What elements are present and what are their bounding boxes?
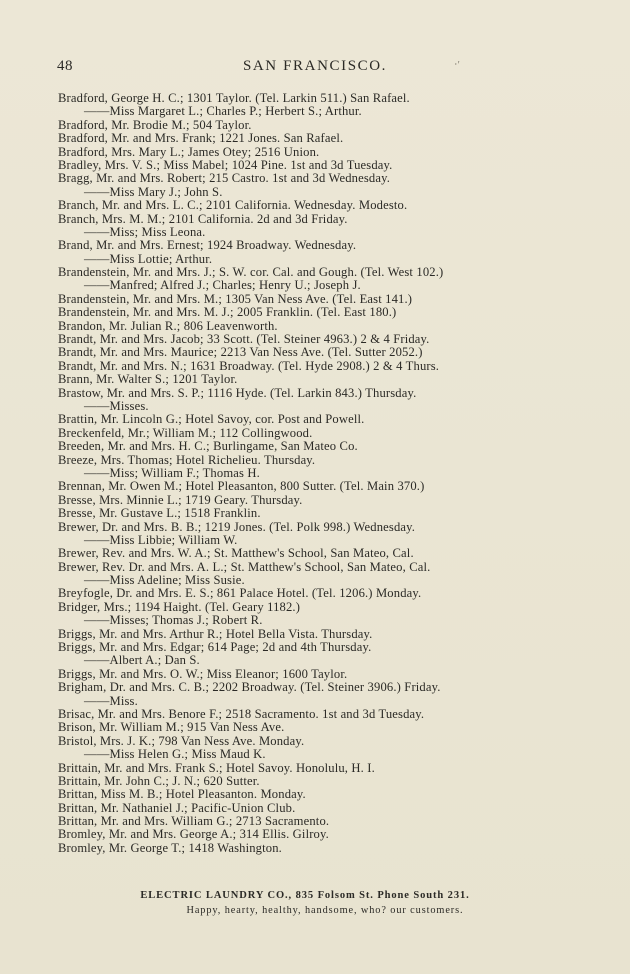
directory-entry: Brewer, Rev. and Mrs. W. A.; St. Matthew's School, San Mateo, Cal.	[58, 546, 414, 561]
footer-advertisement: ELECTRIC LAUNDRY CO., 835 Folsom St. Phone South 231.	[140, 890, 470, 901]
directory-entry-continuation: ——Miss; Miss Leona.	[84, 224, 206, 239]
directory-entry: Brattin, Mr. Lincoln G.; Hotel Savoy, cor. Post and Powell.	[58, 412, 365, 427]
directory-entry: Bresse, Mrs. Minnie L.; 1719 Geary. Thursday.	[58, 492, 303, 507]
directory-entry: Brittan, Miss M. B.; Hotel Pleasanton. Monday.	[58, 787, 306, 802]
directory-entry-continuation: ——Albert A.; Dan S.	[84, 653, 200, 668]
directory-entry: Bradley, Mrs. V. S.; Miss Mabel; 1024 Pine. 1st and 3d Tuesday.	[58, 157, 393, 172]
directory-entry-continuation: ——Misses.	[84, 398, 149, 413]
directory-list	[58, 92, 598, 855]
directory-entry: Brigham, Dr. and Mrs. C. B.; 2202 Broadway. (Tel. Steiner 3906.) Friday.	[58, 680, 441, 695]
directory-entry: Brandt, Mr. and Mrs. Maurice; 2213 Van Ness Ave. (Tel. Sutter 2052.)	[58, 345, 423, 360]
directory-entry: Breyfogle, Dr. and Mrs. E. S.; 861 Palace Hotel. (Tel. 1206.) Monday.	[58, 586, 422, 601]
directory-entry: Briggs, Mr. and Mrs. Edgar; 614 Page; 2d and 4th Thursday.	[58, 640, 372, 655]
page-header	[0, 58, 630, 78]
directory-entry: Bradford, George H. C.; 1301 Taylor. (Tel. Larkin 511.) San Rafael.	[58, 91, 410, 105]
directory-entry: Brittain, Mr. and Mrs. Frank S.; Hotel Savoy. Honolulu, H. I.	[58, 760, 375, 775]
directory-entry-continuation: ——Miss Adeline; Miss Susie.	[84, 573, 245, 588]
directory-entry: Briggs, Mr. and Mrs. Arthur R.; Hotel Bella Vista. Thursday.	[58, 626, 373, 641]
directory-entry: Bromley, Mr. and Mrs. George A.; 314 Ellis. Gilroy.	[58, 827, 329, 842]
directory-entry: Bradford, Mr. Brodie M.; 504 Taylor.	[58, 117, 252, 132]
directory-entry: Brann, Mr. Walter S.; 1201 Taylor.	[58, 372, 238, 387]
directory-entry-continuation: ——Miss Lottie; Arthur.	[84, 251, 213, 266]
directory-entry: Briggs, Mr. and Mrs. O. W.; Miss Eleanor; 1600 Taylor.	[58, 666, 348, 681]
directory-entry: Brittan, Mr. Nathaniel J.; Pacific-Union Club.	[58, 800, 296, 815]
directory-entry: Bresse, Mr. Gustave L.; 1518 Franklin.	[58, 506, 261, 521]
directory-entry: Bradford, Mr. and Mrs. Frank; 1221 Jones. San Rafael.	[58, 131, 344, 146]
directory-entry: Brewer, Rev. Dr. and Mrs. A. L.; St. Matthew's School, San Mateo, Cal.	[58, 559, 431, 574]
directory-entry: Brewer, Dr. and Mrs. B. B.; 1219 Jones. (Tel. Polk 998.) Wednesday.	[58, 519, 416, 534]
page-number: 48	[57, 58, 73, 74]
directory-entry: Bridger, Mrs.; 1194 Haight. (Tel. Geary 1182.)	[58, 599, 301, 614]
directory-entry: Brison, Mr. William M.; 915 Van Ness Ave.	[58, 720, 285, 735]
directory-entry-continuation: ——Misses; Thomas J.; Robert R.	[84, 613, 263, 628]
directory-entry: Brandon, Mr. Julian R.; 806 Leavenworth.	[58, 318, 278, 333]
directory-entry: Brandt, Mr. and Mrs. N.; 1631 Broadway. (Tel. Hyde 2908.) 2 & 4 Thurs.	[58, 358, 440, 373]
directory-entry-continuation: ——Miss; William F.; Thomas H.	[84, 465, 260, 480]
directory-entry: Brisac, Mr. and Mrs. Benore F.; 2518 Sacramento. 1st and 3d Tuesday.	[58, 706, 425, 721]
directory-entry: Bragg, Mr. and Mrs. Robert; 215 Castro. 1st and 3d Wednesday.	[58, 171, 391, 186]
directory-entry: Brandenstein, Mr. and Mrs. M. J.; 2005 Franklin. (Tel. East 180.)	[58, 305, 397, 320]
directory-entry: Brand, Mr. and Mrs. Ernest; 1924 Broadway. Wednesday.	[58, 238, 357, 253]
directory-entry: Branch, Mrs. M. M.; 2101 California. 2d and 3d Friday.	[58, 211, 348, 226]
directory-entry: Branch, Mr. and Mrs. L. C.; 2101 California. Wednesday. Modesto.	[58, 198, 408, 213]
page-title: SAN FRANCISCO.	[242, 58, 388, 74]
directory-entry-continuation: ——Miss.	[84, 693, 138, 708]
directory-entry: Brandt, Mr. and Mrs. Jacob; 33 Scott. (Tel. Steiner 4963.) 2 & 4 Friday.	[58, 332, 430, 347]
directory-entry: Bradford, Mrs. Mary L.; James Otey; 2516 Union.	[58, 144, 320, 159]
directory-entry: Brittan, Mr. and Mrs. William G.; 2713 Sacramento.	[58, 814, 330, 829]
directory-entry-continuation: ——Miss Helen G.; Miss Maud K.	[84, 747, 266, 762]
directory-entry-continuation: ——Manfred; Alfred J.; Charles; Henry U.; Joseph J.	[84, 278, 361, 293]
directory-entry: Brastow, Mr. and Mrs. S. P.; 1116 Hyde. (Tel. Larkin 843.) Thursday.	[58, 385, 417, 400]
directory-entry: Bromley, Mr. George T.; 1418 Washington.	[58, 840, 282, 855]
directory-entry-continuation: ——Miss Libbie; William W.	[84, 532, 238, 547]
directory-entry: Brennan, Mr. Owen M.; Hotel Pleasanton, 800 Sutter. (Tel. Main 370.)	[58, 479, 425, 494]
printer-mark-icon: ‧′	[454, 59, 460, 71]
directory-entry: Brandenstein, Mr. and Mrs. J.; S. W. cor. Cal. and Gough. (Tel. West 102.)	[58, 265, 444, 280]
directory-entry: Breeden, Mr. and Mrs. H. C.; Burlingame, San Mateo Co.	[58, 439, 358, 454]
directory-entry: Bristol, Mrs. J. K.; 798 Van Ness Ave. Monday.	[58, 733, 305, 748]
directory-entry-continuation: ——Miss Margaret L.; Charles P.; Herbert S.; Arthur.	[84, 104, 362, 119]
directory-entry: Breckenfeld, Mr.; William M.; 112 Collingwood.	[58, 425, 313, 440]
directory-entry: Brandenstein, Mr. and Mrs. M.; 1305 Van Ness Ave. (Tel. East 141.)	[58, 291, 413, 306]
directory-entry: Breeze, Mrs. Thomas; Hotel Richelieu. Thursday.	[58, 452, 316, 467]
footer-tagline: Happy, hearty, healthy, handsome, who? our customers.	[186, 905, 464, 916]
directory-entry: Brittain, Mr. John C.; J. N.; 620 Sutter.	[58, 773, 260, 788]
directory-entry-continuation: ——Miss Mary J.; John S.	[84, 184, 223, 199]
page-footer	[0, 888, 630, 918]
